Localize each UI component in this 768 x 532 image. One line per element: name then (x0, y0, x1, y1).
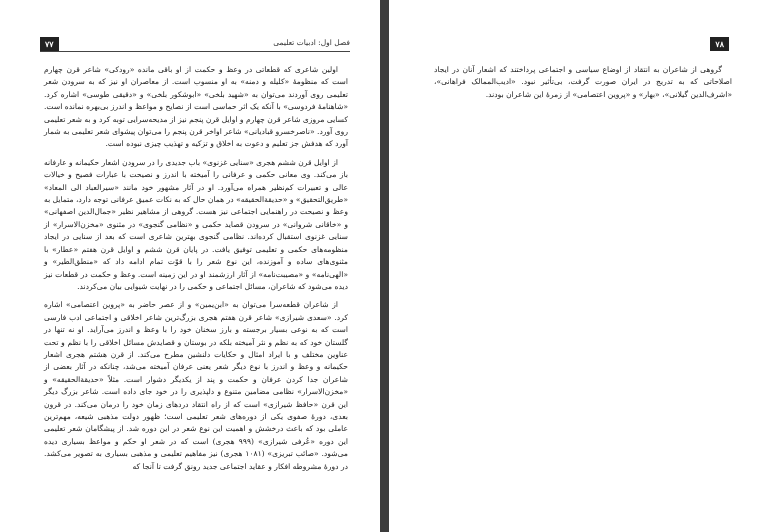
left-page-body (44, 64, 348, 479)
running-header: فصل اول: ادبیات تعلیمی (273, 38, 350, 47)
paragraph: گروهی از شاعران به انتقاد از اوضاع سیاسی و اجتماعی پرداختند که اشعار آنان در ایجاد اصلاحاتی که به تدریج در ایران صورت گرفت، بی‌تأثیر نبود. «ادیب‌الممالک فراهانی»، «اشرف‌الدین گیلانی»، «بهار» و «پروین اعتصامی» از زمرهٔ این شاعران بودند. (434, 65, 732, 99)
book-spine (380, 0, 389, 532)
right-page (389, 0, 768, 532)
page-number-badge: ۷۸ (710, 37, 729, 51)
paragraph: از شاعران قطعه‌سرا می‌توان به «ابن‌یمین» و از عصر حاضر به «پروین اعتصامی» اشاره کرد. «سعدی شیرازی» شاعر قرن هفتم هجری بزرگ‌ترین شاعر اخلاقی و اجتماعی ادب فارسی است که به نوعی بسیار برجسته و بارز سخنان خود را با وعظ و اندرز می‌آراید. او نه تنها در گلستان خود که به نظم و نثر آمیخته بلکه در بوستان و قصایدش مسائل اخلاقی را با نظم و تحت عناوین مختلف و با ایراد امثال و حکایات دلنشین مطرح می‌کند. از قرن هشتم هجری اشعار حکیمانه و وعظ و اندرز با نوع دیگر شعر یعنی عرفان آمیخته می‌شد، چنانکه در آثار بعضی از شاعران جدا کردن عرفان و حکمت و پند از یکدیگر دشوار است. مثلاً «حدیقة‌الحقیقه» و «مخزن‌الاسرار» نظامی مضامین متنوع و دلپذیری را در خود جای داده است. شاعر بزرگ دیگر این قرن «حافظ شیرازی» است که از راه انتقاد دردهای زمان خود را درمان می‌کند. در قرون بعدی، دورهٔ صفوی یکی از دوره‌های شعر تعلیمی است؛ ظهور دولت مذهبی شیعه، مهم‌ترین عاملی بود که باعث درخشش و اهمیت این نوع شعر در این دوره شد. از پیشگامان شعر تعلیمی این دوره «عُرفی شیرازی» (۹۹۹ هجری) است که در شعر او حکم و مواعظ بسیاری دیده می‌شود. «صائب تبریزی» (۱۰۸۱ هجری) نیز مفاهیم تعلیمی و مذهبی بسیاری به تصویر می‌کشد. در دورهٔ مشروطه افکار و عقاید اجتماعی جدید رونق گرفت تا آنجا که (44, 300, 348, 471)
right-page-body (434, 64, 732, 107)
paragraph: اولین شاعری که قطعاتی در وعظ و حکمت از او باقی مانده «رودکی» شاعر قرن چهارم است که منظومهٔ «کلیله و دمنه» به او منسوب است. از معاصران او نیز که به سرودن شعر تعلیمی روی آوردند می‌توان به «شهید بلخی» «ابوشکور بلخی» و «دقیقی طوسی» اشاره کرد. «شاهنامهٔ فردوسی» با آنکه یک اثر حماسی است از نصایح و مواعظ و اندرز بی‌بهره نمانده است. کسایی مروزی شاعر قرن چهارم و اوایل قرن پنجم نیز از مدیحه‌سرایی توبه کرد و به شعر تعلیمی روی آورد. «ناصرخسرو قبادیانی» شاعر اواخر قرن پنجم را می‌توان پیشوای شعر تعلیمی به شمار آورد که هدفش جز تعلیم و دعوت به اخلاق و تزکیه و تهذیب چیزی نبوده است. (44, 65, 348, 149)
left-page-header (40, 37, 350, 52)
paragraph: از اوایل قرن ششم هجری «سنایی غزنوی» باب جدیدی را در سرودن اشعار حکیمانه و عارفانه باز می‌کند. وی معانی حکمی و عرفانی را آمیخته با اندرز و نصیحت با عبارات فصیح و خیالات عالی و تعبیرات کم‌نظیر همراه می‌آورد. او در آثار مشهور خود مانند «سیرالعباد الی المعاد» «طریق‌التحقیق» و «حدیقة‌الحقیقه» در همان حال که به نکات عمیق عرفانی توجه دارد، متمایل به وعظ و نصیحت در راهنمایی اجتماعی نیز هست. گروهی از مشاهیر نظیر «جمال‌الدین اصفهانی» و «خاقانی شروانی» در سرودن قصاید حکمی و «نظامی گنجوی» در مثنوی «مخزن‌الاسرار» از سنایی غزنوی استقبال کرده‌اند. نظامی گنجوی بهترین شاعری است که بعد از سنایی در ایجاد منظومه‌های حکمی و تعلیمی توفیق یافت. در پایان قرن ششم و اوایل قرن هفتم «عطار» با مثنوی‌های ساده و آموزنده، این نوع شعر را با قوّت تمام ادامه داد که «منطق‌الطیر» و «الهی‌نامه» و «مصیبت‌نامه» از آثار ارزشمند او در این زمینه است. وعظ و حکمت در قطعات نیز دیده می‌شود که شاعران، مسائل اجتماعی و حکمی را در نهایت شیوایی بیان می‌کردند. (43, 157, 348, 291)
page-number-badge: ۷۷ (40, 37, 59, 51)
right-page-header (409, 37, 729, 51)
left-page (0, 0, 380, 532)
